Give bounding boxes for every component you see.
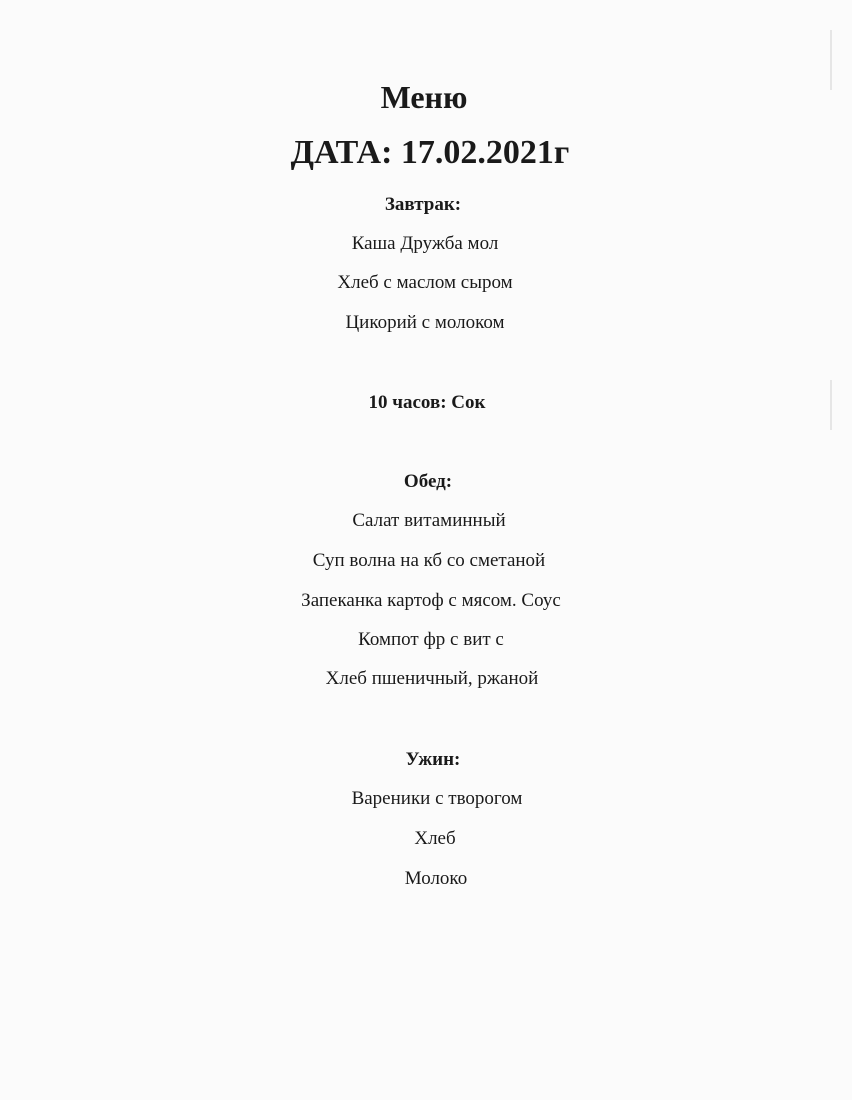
lunch-item: Хлеб пшеничный, ржаной: [325, 668, 539, 689]
page-title: Меню: [380, 79, 468, 115]
lunch-item: Запеканка картоф с мясом. Соус: [301, 590, 561, 611]
snack-line: 10 часов: Сок: [368, 392, 486, 413]
lunch-heading: Обед:: [403, 471, 453, 492]
breakfast-item: Каша Дружба мол: [351, 233, 499, 254]
lunch-item: Салат витаминный: [352, 510, 506, 531]
breakfast-item: Хлеб с маслом сыром: [337, 272, 513, 293]
breakfast-item: Цикорий с молоком: [345, 312, 505, 333]
breakfast-heading: Завтрак:: [384, 194, 462, 215]
dinner-item: Молоко: [404, 868, 468, 889]
menu-date: ДАТА: 17.02.2021г: [290, 134, 570, 171]
dinner-item: Вареники с творогом: [351, 788, 523, 809]
dinner-item: Хлеб: [414, 828, 456, 849]
lunch-item: Компот фр с вит с: [358, 629, 504, 650]
dinner-heading: Ужин:: [405, 749, 461, 770]
lunch-item: Суп волна на кб со сметаной: [312, 550, 546, 571]
